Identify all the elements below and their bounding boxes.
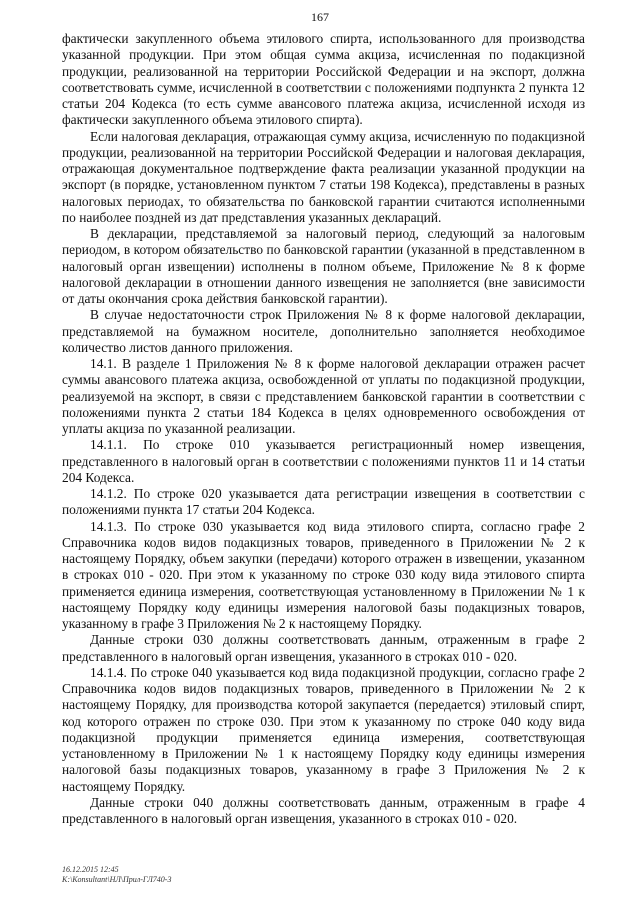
footer-path: K:\Konsultant\НЛ\Прил-ГЛ740-3	[62, 875, 172, 884]
paragraph: 14.1.4. По строке 040 указывается код вида подакцизной продукции, согласно графе 2 Справочника кодов видов подакцизных товаров, приведенного в Приложении № 2 к настоящему Порядку, для производства которой закупается (передается) этиловый спирт, код которого отражен по строке 030. При этом к указанному по строке 040 коду вида подакцизной продукции применяется единица измерения, соответствующая установленному в Приложении № 1 к настоящему Порядку коду единицы измерения налоговой базы подакцизных товаров, указанному в графе 3 Приложения № 2 к настоящему Порядку.	[62, 664, 585, 794]
paragraph: 14.1.3. По строке 030 указывается код вида этилового спирта, согласно графе 2 Справочника кодов видов подакцизных товаров, приведенного в Приложении № 2 к настоящему Порядку, объем закупки (передачи) которого отражен в извещении, указанном в строках 010 - 020. При этом к указанному по строке 030 коду вида этилового спирта применяется единица измерения, соответствующая установленному в Приложении № 1 к настоящему Порядку коду единицы измерения налоговой базы подакцизных товаров, указанному в графе 3 Приложения № 2 к настоящему Порядку.	[62, 518, 585, 631]
paragraph: 14.1.2. По строке 020 указывается дата регистрации извещения в соответствии с положениями пункта 17 статьи 204 Кодекса.	[62, 486, 585, 518]
footer	[62, 865, 171, 885]
paragraph: В случае недостаточности строк Приложения № 8 к форме налоговой декларации, представляемой на бумажном носителе, дополнительно заполняется необходимое количество листов данного приложения.	[62, 307, 585, 355]
page-number: 167	[311, 10, 329, 24]
paragraph: Данные строки 030 должны соответствовать данным, отраженным в графе 2 представленного в налоговый орган извещения, указанного в строках 010 - 020.	[62, 632, 585, 664]
footer-date: 16.12.2015 12:45	[62, 865, 119, 874]
paragraph: Данные строки 040 должны соответствовать данным, отраженным в графе 4 представленного в налоговый орган извещения, указанного в строках 010 - 020.	[62, 794, 585, 826]
paragraph: Если налоговая декларация, отражающая сумму акциза, исчисленную по подакцизной продукции, реализованной на территории Российской Федерации и налоговая декларация, отражающая документальное подтверждение факта реализации указанной продукции на экспорт (в порядке, установленном пунктом 7 статьи 198 Кодекса), представлены в разных налоговых периодах, то обязательства по банковской гарантии считаются исполненными по наиболее поздней из дат представления указанных деклараций.	[62, 128, 585, 225]
paragraph: 14.1.1. По строке 010 указывается регистрационный номер извещения, представленного в налоговый орган в соответствии с положениями пунктов 11 и 14 статьи 204 Кодекса.	[62, 437, 585, 485]
paragraph: В декларации, представляемой за налоговый период, следующий за налоговым периодом, в котором обязательство по банковской гарантии (указанной в представленном в налоговый орган извещении) исполнены в полном объеме, Приложение № 8 к форме налоговой декларации в отношении данного извещения не заполняется (вне зависимости от даты окончания срока действия банковской гарантии).	[62, 226, 585, 306]
document-body	[62, 31, 585, 827]
paragraph: фактически закупленного объема этилового спирта, использованного для производства указанной продукции. При этом общая сумма акциза, исчисленная по подакцизной продукции, реализованной на территории Российской Федерации и на экспорт, должна соответствовать сумме, исчисленной в соответствии с положениями подпункта 2 пункта 12 статьи 204 Кодекса (то есть сумме авансового платежа акциза, исчисленной исходя из фактически закупленного объема этилового спирта).	[62, 31, 585, 128]
paragraph: 14.1. В разделе 1 Приложения № 8 к форме налоговой декларации отражен расчет суммы авансового платежа акциза, освобожденной от уплаты по подакцизной продукции, реализуемой на экспорт, в связи с представлением банковской гарантии в соответствии с положениями пункта 2 статьи 184 Кодекса в целях одновременного освобождения от уплаты акциза по указанной реализации.	[62, 356, 585, 436]
